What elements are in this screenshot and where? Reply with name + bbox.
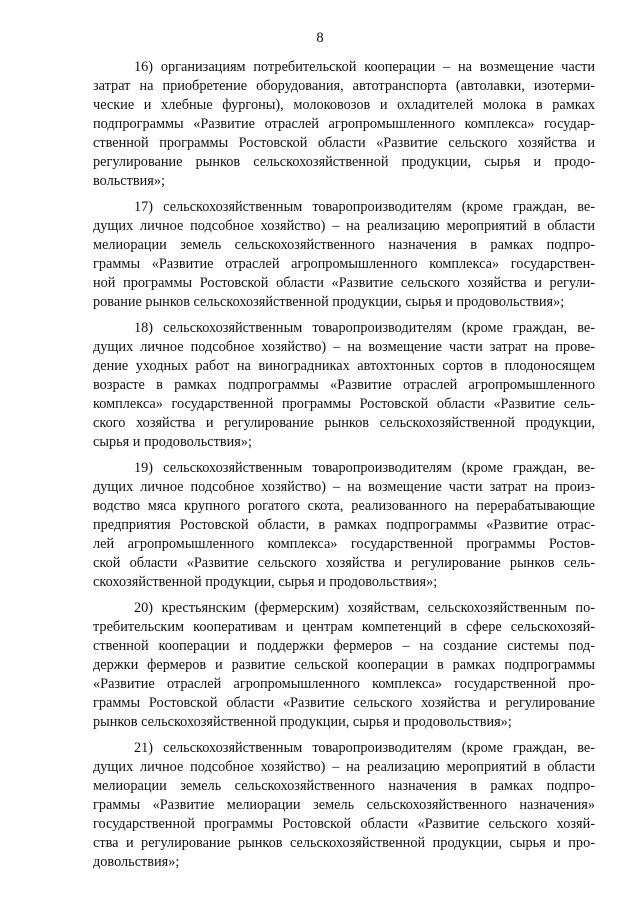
paragraph-item-20 [93,599,595,732]
document-body [93,58,595,879]
text-line: государственной программы Ростовской области «Развитие сельского хозяй- [93,816,595,832]
text-line: затрат на приобретение оборудования, автотранспорта (автолавки, изотерми- [93,78,595,94]
paragraph-item-21 [93,739,595,872]
text-line: 17) сельскохозяйственным товаропроизводителям (кроме граждан, ве- [134,199,595,215]
text-line: дущих личное подсобное хозяйство) – на возмещение части затрат на прове- [93,339,595,355]
text-line: скохозяйственной продукции, сырья и продовольствия»; [93,574,438,590]
text-line: «Развитие отраслей агропромышленного комплекса» государственной про- [93,676,595,692]
text-line: регулирование рынков сельскохозяйственной продукции, сырья и продо- [93,154,595,170]
paragraph-item-18 [93,319,595,452]
text-line: ственной кооперации и поддержки фермеров – на создание системы под- [93,638,595,654]
text-line: дущих личное подсобное хозяйство) – на возмещение части затрат на произ- [93,479,595,495]
text-line: держки фермеров и развитие сельской кооперации в рамках подпрограммы [93,657,595,673]
text-line: водство мяса крупного рогатого скота, реализованного на перерабатывающие [93,498,595,514]
text-line: дущих личное подсобное хозяйство) – на реализацию мероприятий в области [93,759,595,775]
text-line: 19) сельскохозяйственным товаропроизводителям (кроме граждан, ве- [134,460,595,476]
text-line: мелиорации земель сельскохозяйственного назначения в рамках подпро- [93,778,595,794]
text-line: 21) сельскохозяйственным товаропроизводителям (кроме граждан, ве- [134,740,595,756]
text-line: довольствия»; [93,854,180,870]
paragraph-item-19 [93,459,595,592]
text-line: дение уходных работ на виноградниках автохтонных сортов в плодоносящем [93,358,595,374]
text-line: рование рынков сельскохозяйственной продукции, сырья и продовольствия»; [93,294,565,310]
text-line: ской области «Развитие сельского хозяйства и регулирование рынков сель- [93,555,595,571]
text-line: ства и регулирование рынков сельскохозяйственной продукции, сырья и про- [93,835,595,851]
text-line: дущих личное подсобное хозяйство) – на реализацию мероприятий в области [93,218,595,234]
text-line: предприятия Ростовской области, в рамках подпрограммы «Развитие отрас- [93,517,595,533]
page-number: 8 [316,30,324,46]
text-line: ственной программы Ростовской области «Развитие сельского хозяйства и [93,135,595,151]
paragraph-item-17 [93,198,595,312]
text-line: граммы «Развитие мелиорации земель сельскохозяйственного назначения» [93,797,595,813]
paragraph-item-16 [93,58,595,191]
text-line: рынков сельскохозяйственной продукции, сырья и продовольствия»; [93,714,512,730]
text-line: 16) организациям потребительской кооперации – на возмещение части [134,59,595,75]
text-line: ной программы Ростовской области «Развитие сельского хозяйства и регули- [93,275,595,291]
text-line: ческие и хлебные фургоны), молоковозов и охладителей молока в рамках [93,97,595,113]
text-line: подпрограммы «Развитие отраслей агропромышленного комплекса» государ- [93,116,595,132]
text-line: ского хозяйства и регулирование рынков сельскохозяйственной продукции, [93,415,595,431]
text-line: требительским кооперативам и центрам компетенций в сфере сельскохозяй- [93,619,595,635]
text-line: сырья и продовольствия»; [93,434,252,450]
text-line: 18) сельскохозяйственным товаропроизводителям (кроме граждан, ве- [134,320,595,336]
text-line: лей агропромышленного комплекса» государственной программы Ростов- [93,536,595,552]
text-line: граммы «Развитие отраслей агропромышленного комплекса» государствен- [93,256,595,272]
text-line: возрасте в рамках подпрограммы «Развитие отраслей агропромышленного [93,377,595,393]
text-line: граммы Ростовской области «Развитие сельского хозяйства и регулирование [93,695,595,711]
text-line: комплекса» государственной программы Ростовской области «Развитие сель- [93,396,595,412]
text-line: вольствия»; [93,173,165,189]
text-line: мелиорации земель сельскохозяйственного назначения в рамках подпро- [93,237,595,253]
text-line: 20) крестьянским (фермерским) хозяйствам, сельскохозяйственным по- [134,600,595,616]
